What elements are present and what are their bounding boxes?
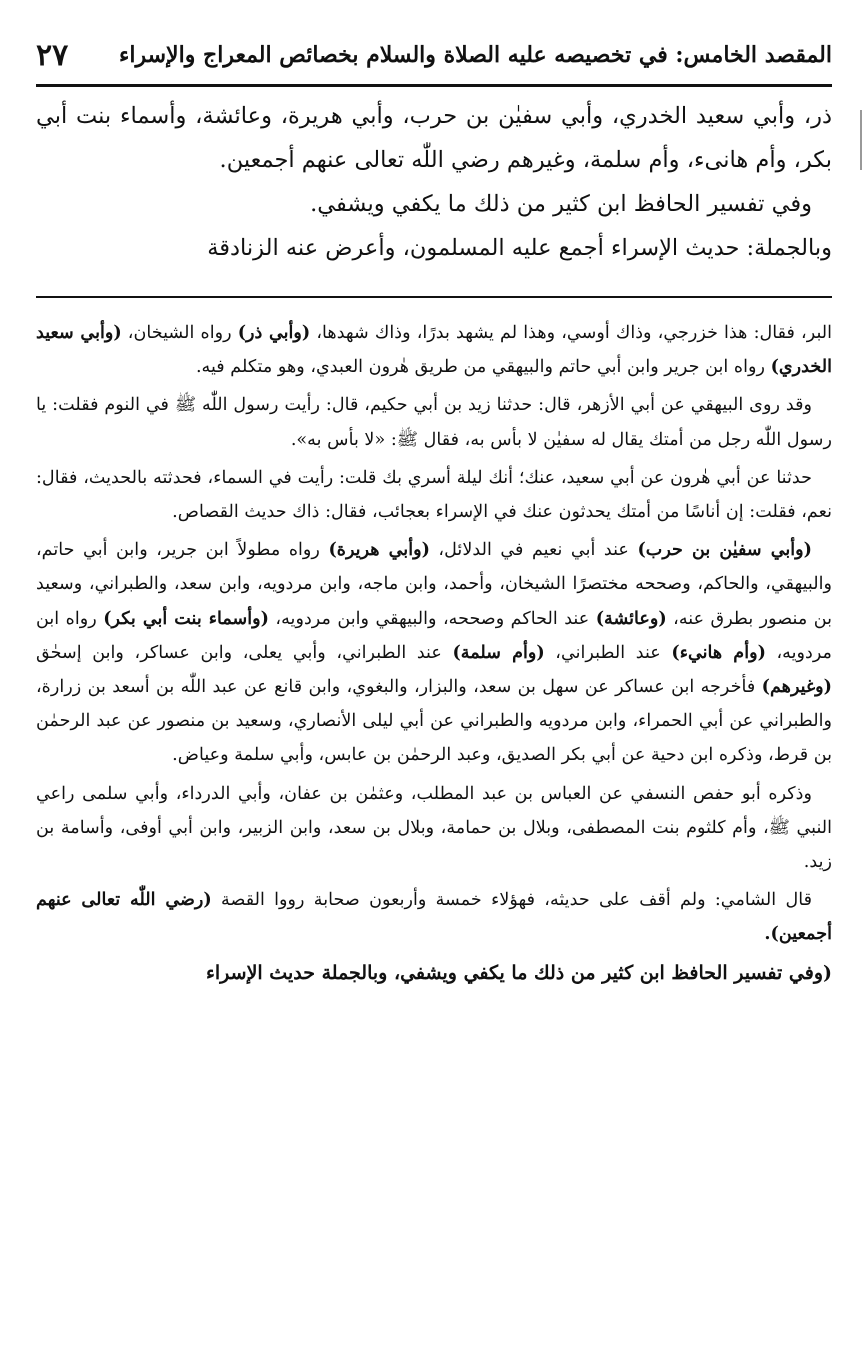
quoted-matn: (وغيرهم)	[761, 676, 832, 698]
commentary-paragraph: حدثنا عن أبي هٰرون عن أبي سعيد، عنك؛ أنك ليلة أسري بك قلت: رأيت في السماء، فحدثته بالحديث، فقال: نعم، فقلت: إن أناسًا من أمتك يحدثون عنك في الإسراء بعجائب، فقال: ذاك حديث القصاص.	[36, 467, 832, 523]
commentary-text: رواه ابن مردويه،	[36, 608, 832, 663]
commentary-text: رواه ابن جرير وابن أبي حاتم والبيهقي من طريق هٰرون العبدي، وهو متكلم فيه.	[195, 357, 771, 378]
quoted-matn: (وأبي ذر)	[237, 322, 311, 343]
commentary	[36, 316, 832, 994]
commentary-text: عند الطبراني، وأبي يعلى، وابن عساكر، وابن إسحٰق	[36, 642, 453, 663]
quoted-matn: (وأبي سعيد الخدري)	[36, 322, 832, 378]
running-title: المقصد الخامس: في تخصيصه عليه الصلاة والسلام بخصائص المعراج والإسراء	[119, 42, 832, 68]
commentary-text: عند الطبراني،	[544, 642, 672, 663]
quoted-matn: (وأبي هريرة)	[328, 539, 430, 561]
commentary-paragraph	[36, 316, 832, 384]
quoted-matn: (وأسماء بنت أبي بكر)	[103, 607, 269, 629]
commentary-paragraph: وذكره أبو حفص النسفي عن العباس بن عبد المطلب، وعثمٰن بن عفان، وأبي الدرداء، وأبي سلمى راعي النبي ﷺ، وأم كلثوم بنت المصطفى، وبلال بن حمامة، وبلال بن سعد، وابن الزبير، وابن أبي أوفى، وأسامة بن زيد.	[36, 783, 832, 873]
commentary-paragraph: وقد روى البيهقي عن أبي الأزهر، قال: حدثنا زيد بن أبي حكيم، قال: رأيت رسول اللّٰه ﷺ في النوم فقلت: يا رسول اللّٰه رجل من أمتك يقال له سفيٰن لا بأس به، فقال ﷺ: «لا بأس به».	[36, 395, 832, 450]
commentary-text: البر، فقال: هذا خزرجي، وذاك أوسي، وهذا لم يشهد بدرًا، وذاك شهدها،	[310, 323, 832, 343]
header-rule	[36, 84, 832, 87]
main-text	[36, 94, 832, 270]
quoted-matn: (رضي اللّٰه تعالى عنهم أجمعين).	[36, 889, 832, 945]
quoted-matn: (وأم سلمة)	[452, 641, 545, 663]
page-header	[36, 30, 832, 80]
margin-mark	[860, 110, 862, 170]
commentary-text: عند الحاكم وصححه، والبيهقي وابن مردويه،	[268, 608, 596, 629]
commentary-paragraph: (وفي تفسير الحافظ ابن كثير من ذلك ما يكفي ويشفي، وبالجملة حديث الإسراء	[205, 961, 832, 984]
commentary-paragraph	[36, 883, 832, 951]
quoted-matn: (وأبي سفيٰن بن حرب)	[637, 539, 812, 561]
commentary-text: رواه الشيخان،	[121, 323, 238, 343]
text-divider	[36, 296, 832, 298]
main-paragraph: ذر، وأبي سعيد الخدري، وأبي سفيٰن بن حرب، وأبي هريرة، وعائشة، وأسماء بنت أبي بكر، وأم هانىء، وأم سلمة، وغيرهم رضي اللّٰه تعالى عنهم أجمعين.	[36, 103, 832, 173]
commentary-text: رواه مطولاً ابن جرير، وابن أبي حاتم، والبيهقي، والحاكم، وصححه مختصرًا الشيخان، وأحمد، وابن ماجه، وابن مردويه، وابن سعد، والطبراني، وسعيد بن منصور بطرق عنه،	[36, 540, 832, 629]
main-paragraph: وبالجملة: حديث الإسراء أجمع عليه المسلمون، وأعرض عنه الزنادقة	[207, 235, 832, 261]
page-number: ٢٧	[36, 37, 69, 73]
commentary-text: عند أبي نعيم في الدلائل،	[429, 540, 638, 561]
quoted-matn: (وعائشة)	[595, 607, 667, 629]
commentary-text: قال الشامي: ولم أقف على حديثه، فهؤلاء خمسة وأربعون صحابة رووا القصة	[211, 890, 813, 911]
commentary-text: فأخرجه ابن عساكر عن سهل بن سعد، والبزار، والبغوي، وابن قانع عن عبد اللّٰه بن أسعد بن زرارة، والطبراني عن أبي الحمراء، وابن مردويه والطبراني عن أبي ليلى الأنصاري، وسعيد بن منصور عن عبد الرحمٰن بن قرط، وذكره ابن دحية عن أبي بكر الصديق، وعبد الرحمٰن بن عابس، وأبي سلمة وعياض.	[36, 677, 832, 766]
commentary-paragraph	[36, 533, 832, 772]
main-paragraph: وفي تفسير الحافظ ابن كثير من ذلك ما يكفي ويشفي.	[310, 191, 812, 217]
quoted-matn: (وأم هانيء)	[671, 641, 766, 663]
